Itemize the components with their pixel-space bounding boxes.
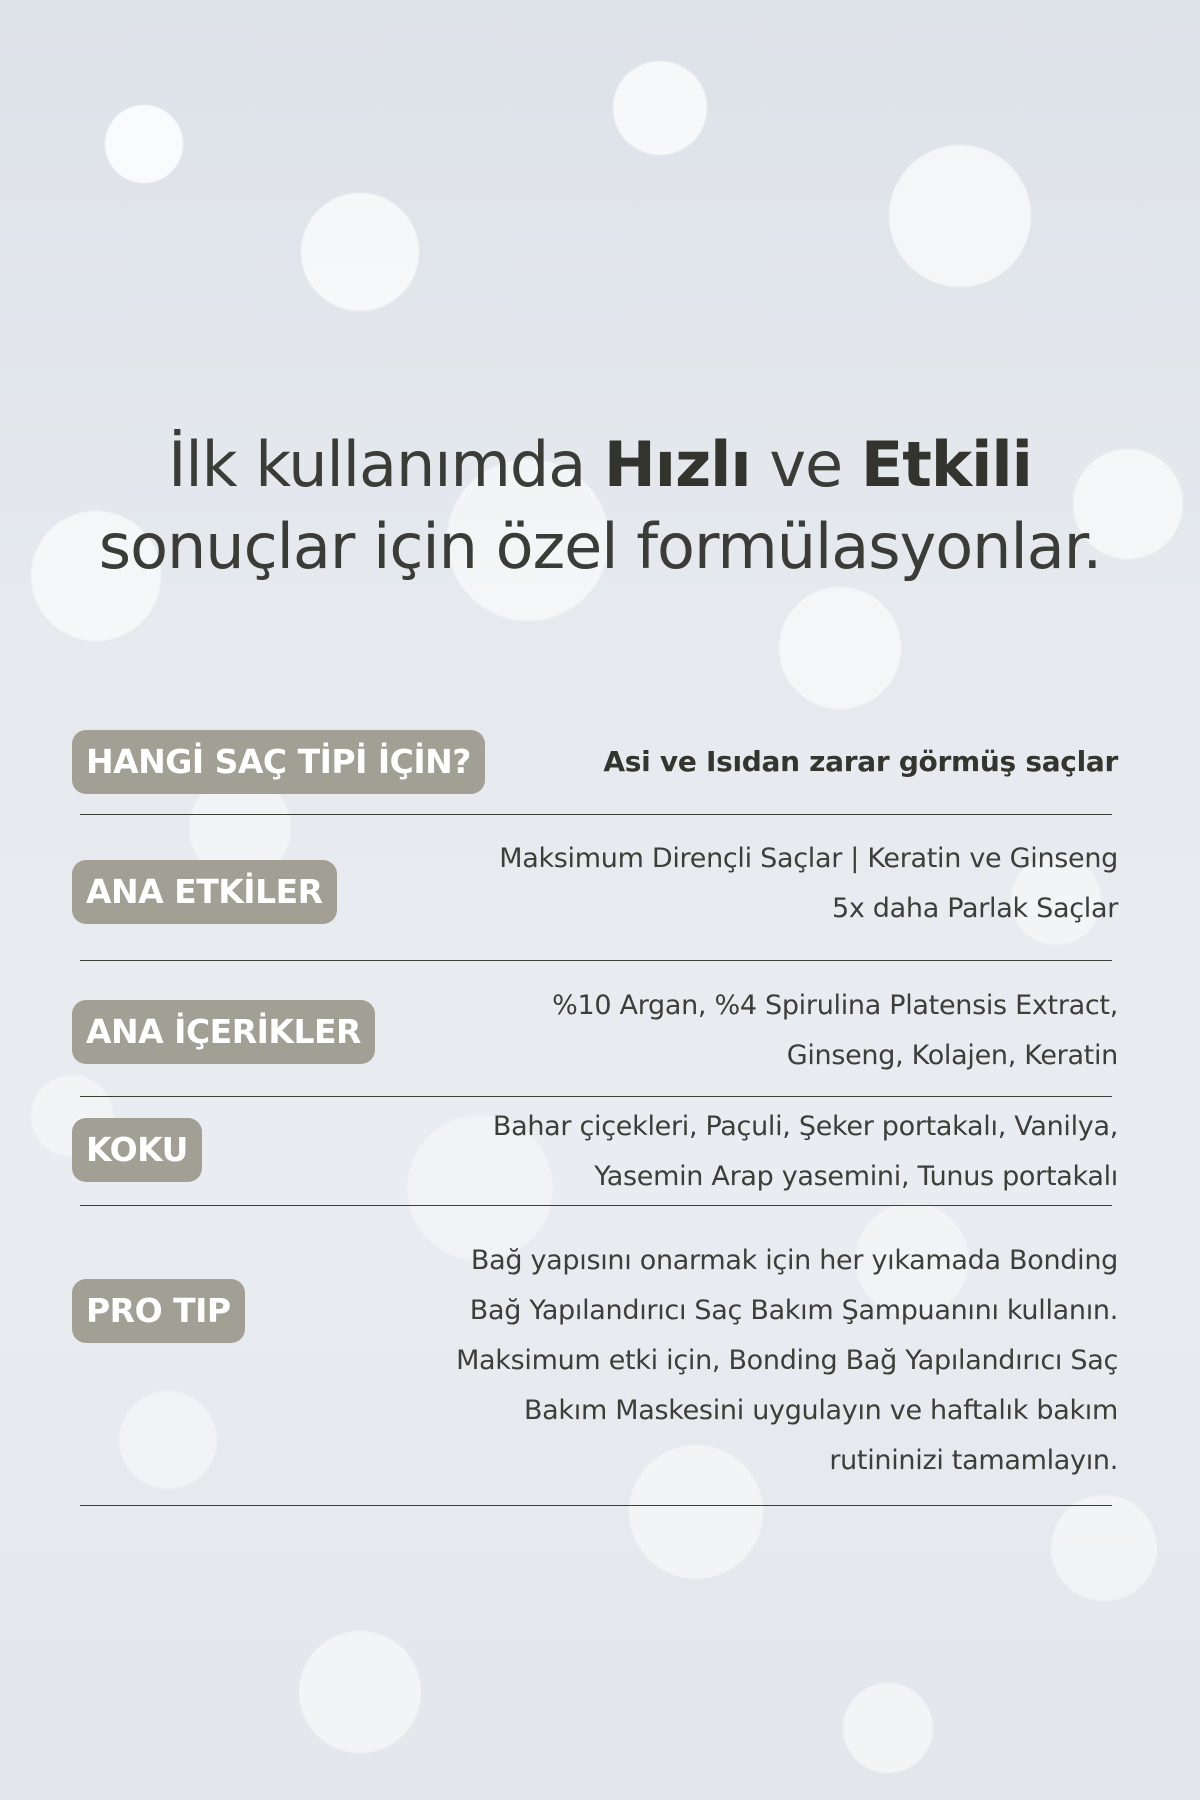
value-pro-tip bbox=[456, 1236, 1118, 1486]
divider bbox=[80, 1205, 1112, 1206]
label-scent: KOKU bbox=[72, 1118, 202, 1182]
value-hair-type bbox=[603, 737, 1118, 787]
headline-bold-effective: Etkili bbox=[860, 428, 1032, 501]
value-scent bbox=[493, 1102, 1118, 1202]
label-pro-tip: PRO TIP bbox=[72, 1279, 245, 1343]
divider bbox=[80, 814, 1112, 815]
headline-prefix: İlk kullanımda bbox=[168, 428, 604, 501]
value-line: 5x daha Parlak Saçlar bbox=[831, 893, 1118, 924]
value-line: Maksimum Dirençli Saçlar | Keratin ve Ginseng bbox=[499, 843, 1118, 874]
value-line: rutininizi tamamlayın. bbox=[829, 1445, 1118, 1476]
value-line: Bağ Yapılandırıcı Saç Bakım Şampuanını kullanın. bbox=[469, 1295, 1118, 1326]
headline-bold-fast: Hızlı bbox=[603, 428, 751, 501]
divider bbox=[80, 1096, 1112, 1097]
value-line: Bakım Maskesini uygulayın ve haftalık bakım bbox=[523, 1395, 1118, 1426]
divider bbox=[80, 1505, 1112, 1506]
value-main-effects bbox=[499, 834, 1118, 934]
value-line: %10 Argan, %4 Spirulina Platensis Extract, bbox=[552, 990, 1118, 1021]
label-main-ingredients: ANA İÇERİKLER bbox=[72, 1000, 375, 1064]
label-hair-type: HANGİ SAÇ TİPİ İÇİN? bbox=[72, 730, 485, 794]
value-line: Maksimum etki için, Bonding Bağ Yapılandırıcı Saç bbox=[456, 1345, 1118, 1376]
value-line: Bahar çiçekleri, Paçuli, Şeker portakalı, Vanilya, bbox=[492, 1111, 1118, 1142]
value-main-ingredients bbox=[552, 981, 1118, 1081]
value-line: Yasemin Arap yasemini, Tunus portakalı bbox=[594, 1161, 1118, 1192]
divider bbox=[80, 960, 1112, 961]
headline-connector: ve bbox=[750, 428, 861, 501]
value-line: Ginseng, Kolajen, Keratin bbox=[786, 1040, 1118, 1071]
value-line: Bağ yapısını onarmak için her yıkamada Bonding bbox=[470, 1245, 1118, 1276]
label-main-effects: ANA ETKİLER bbox=[72, 860, 337, 924]
value-line: Asi ve Isıdan zarar görmüş saçlar bbox=[603, 745, 1118, 778]
headline-line2: sonuçlar için özel formülasyonlar. bbox=[98, 510, 1102, 583]
